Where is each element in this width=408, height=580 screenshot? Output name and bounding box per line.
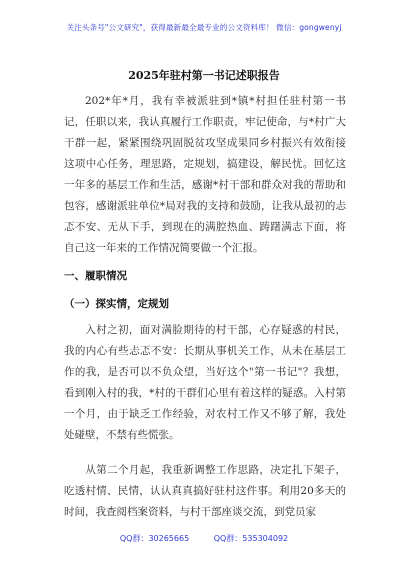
footer-qq-group-1: QQ群：30265665 [119,534,190,543]
document-title: 2025年驻村第一书记述职报告 [128,69,280,82]
intro-text: 202*年*月，我有幸被派驻到*镇*村担任驻村第一书记，任职以来，我认真履行工作职责，牢记使命，与*村广大干群一起，紧紧围绕巩固脱贫攻坚成果同乡村振兴有效衔接这项中心任务，理思路，定规划，搞建设，解民忧。回忆这一年多的基层工作和生活，感谢*村干部和群众对我的帮助和包容，感谢派驻单位*局对我的支持和鼓励，让我从最初的忐忑不安、无从下手，到现在的满腔热血、踌躇满志下面，将自己这一年来的工作情况简要做一个汇报。 [64,95,346,254]
intro-paragraph [64,91,346,259]
subsection-heading: （一）探实情，定规划 [64,298,169,310]
footer-qq-group-2: QQ群：535304092 [213,534,289,543]
section-heading: 一、履职情况 [64,270,127,282]
body-paragraph-1-text: 入村之初，面对满脸期待的村干部，心存疑惑的村民，我的内心有些忐忑不安：长期从事机关工作，从未在基层工作的我，是否可以不负众望，当好这个"第一书记"？我想，看到刚入村的我，*村的干群们心里有着这样的疑惑。入村第一个月，由于缺乏工作经验，对农村工作又不够了解，我处处碰壁，不禁有些慌张。 [64,324,346,441]
body-paragraph-2-text: 从第二个月起，我重新调整工作思路，决定扎下架子，吃透村情、民情，认认真真搞好驻村这件事。利用20多天的时间，我查阅档案资料，与村干部座谈交流，到党员家 [64,464,346,518]
body-paragraph-2 [64,460,346,523]
header-notice: 关注头条号"公文研究"，获得最新最全最专业的公文资料库！ 微信：gongwenyj [66,23,342,32]
footer-contact [0,533,408,544]
body-paragraph-1 [64,320,346,446]
